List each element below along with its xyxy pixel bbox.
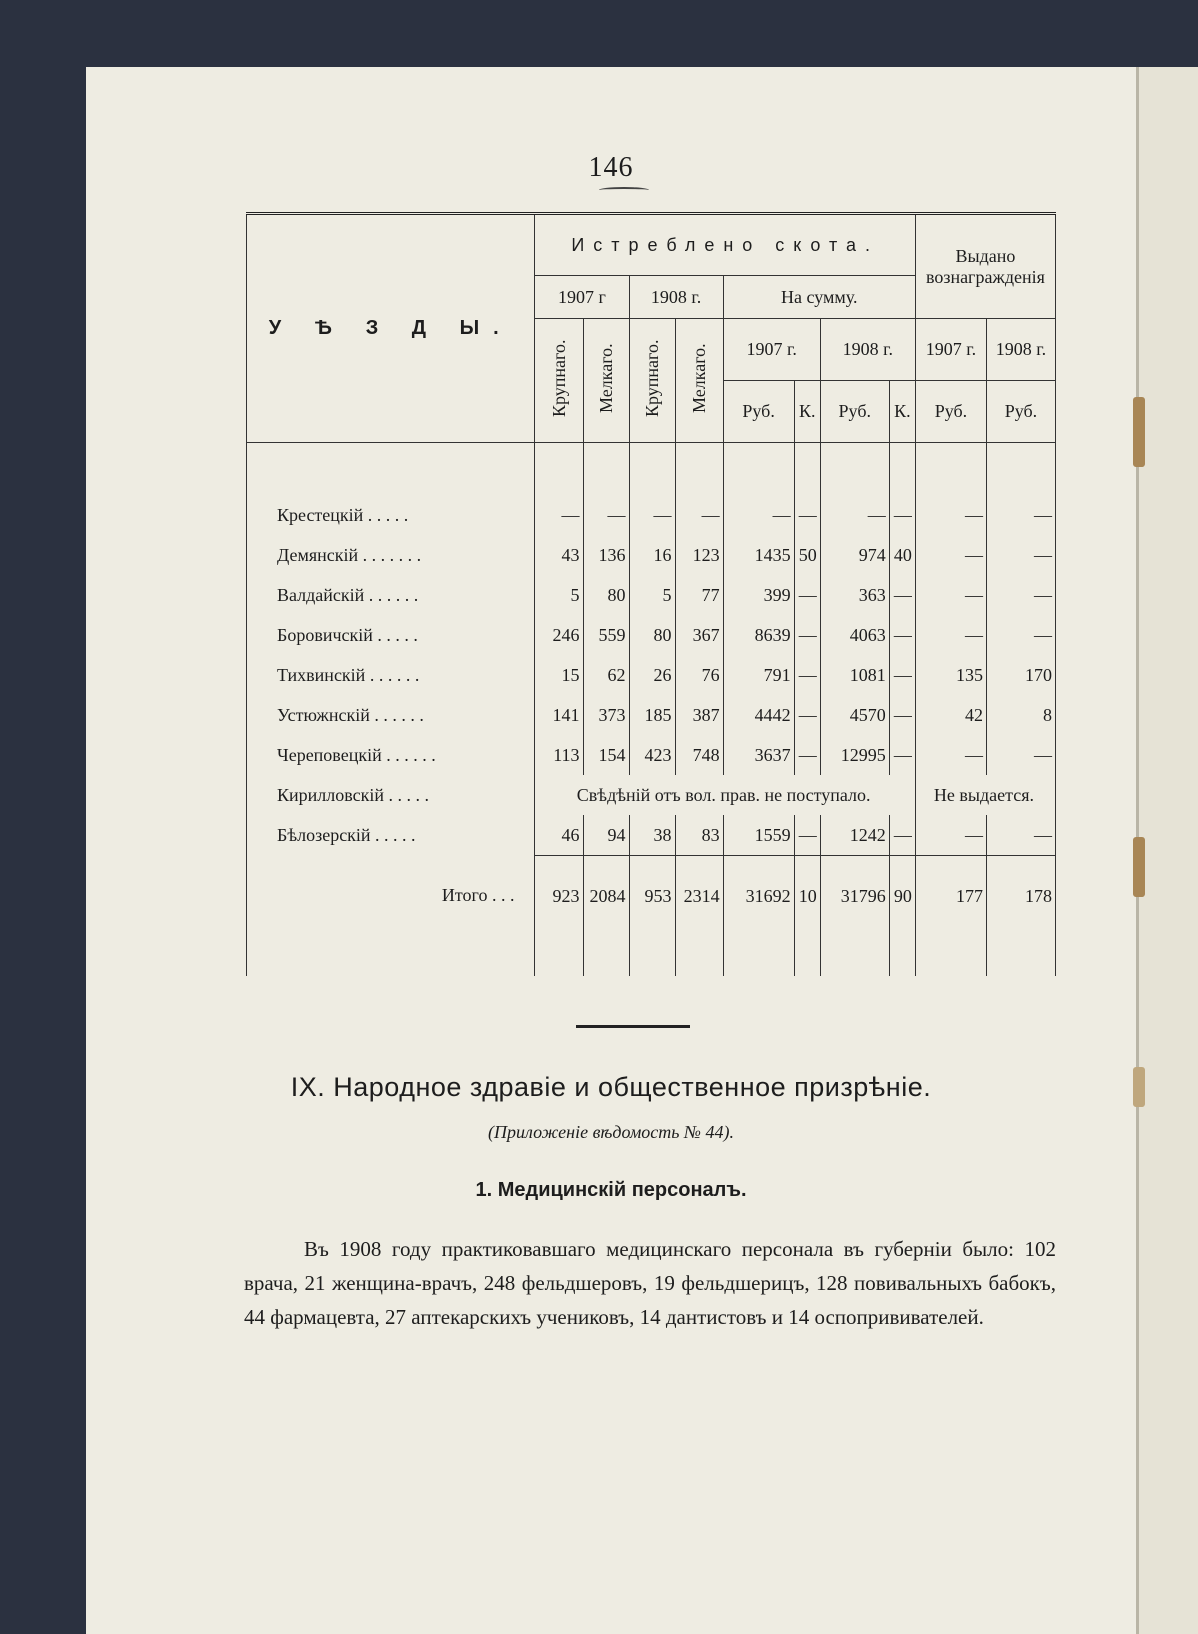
header-rub: Руб. — [723, 381, 794, 443]
no-info-note: Свѣдѣній отъ вол. прав. не поступало. — [535, 775, 915, 815]
table-cell: — — [794, 575, 820, 615]
table-cell: 123 — [675, 535, 723, 575]
table-row — [247, 856, 1056, 937]
table-cell: — — [583, 495, 629, 535]
table-cell: — — [915, 495, 986, 535]
header-krupnago-1907: Крупнаго. — [535, 319, 583, 443]
binding-clip — [1133, 837, 1145, 897]
table-row — [247, 615, 1056, 655]
table-cell: 43 — [535, 535, 583, 575]
district-name: Череповецкій . . . . . . — [247, 735, 535, 775]
table-cell: 4570 — [820, 695, 889, 735]
header-sum-1908: 1908 г. — [820, 319, 915, 381]
table-cell: 83 — [675, 815, 723, 856]
district-name: Кирилловскій . . . . . — [247, 775, 535, 815]
table-cell: 50 — [794, 535, 820, 575]
table-cell: — — [986, 575, 1055, 615]
table-cell: 10 — [794, 856, 820, 937]
table-cell: 40 — [889, 535, 915, 575]
book-page — [86, 67, 1136, 1634]
table-cell: 373 — [583, 695, 629, 735]
district-name: Демянскій . . . . . . . — [247, 535, 535, 575]
table-row — [247, 775, 1056, 815]
table-cell: 387 — [675, 695, 723, 735]
binding-clip — [1133, 1067, 1145, 1107]
table-cell: — — [794, 735, 820, 775]
table-cell: — — [794, 655, 820, 695]
table-cell: 80 — [583, 575, 629, 615]
table-row — [247, 495, 1056, 535]
table-cell: 5 — [629, 575, 675, 615]
section-subtitle: (Приложеніе вѣдомость № 44). — [488, 1122, 734, 1142]
livestock-table — [246, 212, 1056, 976]
table-cell: 80 — [629, 615, 675, 655]
table-cell: — — [889, 815, 915, 856]
table-cell: 154 — [583, 735, 629, 775]
table-cell: — — [889, 495, 915, 535]
header-uezdy: У Ѣ З Д Ы. — [247, 214, 535, 443]
table-cell: — — [915, 615, 986, 655]
table-cell: — — [986, 615, 1055, 655]
book-spine — [1136, 67, 1198, 1634]
header-sum: На сумму. — [723, 276, 915, 319]
table-cell: 77 — [675, 575, 723, 615]
district-name: Тихвинскій . . . . . . — [247, 655, 535, 695]
body-paragraph: Въ 1908 году практиковавшаго медицинскаго персонала въ губерніи было: 102 врача, 21 женщина-врачъ, 248 фельдшеровъ, 19 фельдшерицъ, 128 повивальныхъ бабокъ, 44 фармацевта, 27 аптекарскихъ учениковъ, 14 дантистовъ и 14 оспопрививателей. — [244, 1237, 1056, 1329]
header-melkago-1907: Мелкаго. — [583, 319, 629, 443]
table-cell: — — [915, 815, 986, 856]
page-number: 146 — [588, 152, 634, 183]
table-cell: 31692 — [723, 856, 794, 937]
table-cell: — — [820, 495, 889, 535]
table-cell: 923 — [535, 856, 583, 937]
table-cell: — — [535, 495, 583, 535]
table-cell: — — [675, 495, 723, 535]
table-cell: 3637 — [723, 735, 794, 775]
table-cell: 135 — [915, 655, 986, 695]
table-row — [247, 815, 1056, 856]
table-cell: 1435 — [723, 535, 794, 575]
subsection-title: 1. Медицинскій персоналъ. — [475, 1179, 747, 1201]
table-cell: 559 — [583, 615, 629, 655]
table-cell: — — [915, 535, 986, 575]
table-cell: 15 — [535, 655, 583, 695]
table-cell: — — [889, 615, 915, 655]
header-rub: Руб. — [986, 381, 1055, 443]
header-reward-1907: 1907 г. — [915, 319, 986, 381]
table-row — [247, 735, 1056, 775]
table-cell: 31796 — [820, 856, 889, 937]
table-cell: 2314 — [675, 856, 723, 937]
table-cell: 177 — [915, 856, 986, 937]
header-rub: Руб. — [915, 381, 986, 443]
header-1908: 1908 г. — [629, 276, 723, 319]
header-destroyed-livestock: Истреблено скота. — [535, 214, 915, 276]
table-cell: — — [889, 575, 915, 615]
page-number-ornament — [599, 187, 649, 193]
table-cell: 170 — [986, 655, 1055, 695]
table-cell: 76 — [675, 655, 723, 695]
table-cell: 12995 — [820, 735, 889, 775]
table-cell: 953 — [629, 856, 675, 937]
table-row — [247, 695, 1056, 735]
table-cell: — — [986, 735, 1055, 775]
header-kop: К. — [889, 381, 915, 443]
binding-clip — [1133, 397, 1145, 467]
table-cell: 974 — [820, 535, 889, 575]
table-cell: 8 — [986, 695, 1055, 735]
table-cell: — — [986, 535, 1055, 575]
table-cell: 90 — [889, 856, 915, 937]
table-cell: 791 — [723, 655, 794, 695]
table-row — [247, 575, 1056, 615]
table-cell: 1081 — [820, 655, 889, 695]
table-cell: — — [723, 495, 794, 535]
section-divider — [576, 1025, 690, 1028]
table-cell: 1559 — [723, 815, 794, 856]
district-name: Бѣлозерскій . . . . . — [247, 815, 535, 856]
table-cell: — — [889, 735, 915, 775]
table-cell: — — [794, 695, 820, 735]
not-issued-note: Не выдается. — [915, 775, 1055, 815]
header-reward: Выдано вознагражденія — [915, 214, 1055, 319]
table-cell: — — [794, 495, 820, 535]
table-cell: 363 — [820, 575, 889, 615]
table-cell: 423 — [629, 735, 675, 775]
header-melkago-1908: Мелкаго. — [675, 319, 723, 443]
table-cell: 141 — [535, 695, 583, 735]
table-cell: — — [629, 495, 675, 535]
table-cell: 5 — [535, 575, 583, 615]
table-cell: — — [794, 815, 820, 856]
header-krupnago-1908: Крупнаго. — [629, 319, 675, 443]
table-cell: 367 — [675, 615, 723, 655]
table-cell: 178 — [986, 856, 1055, 937]
table-cell: — — [794, 615, 820, 655]
table-cell: 8639 — [723, 615, 794, 655]
table-cell: — — [889, 655, 915, 695]
table-cell: 4063 — [820, 615, 889, 655]
table-cell: 42 — [915, 695, 986, 735]
table-cell: 4442 — [723, 695, 794, 735]
district-name: Крестецкій . . . . . — [247, 495, 535, 535]
table-cell: 38 — [629, 815, 675, 856]
table-cell: 2084 — [583, 856, 629, 937]
table-cell: 113 — [535, 735, 583, 775]
header-1907: 1907 г — [535, 276, 629, 319]
district-name: Итого . . . — [247, 856, 535, 937]
table-cell: 16 — [629, 535, 675, 575]
district-name: Устюжнскій . . . . . . — [247, 695, 535, 735]
table-cell: 46 — [535, 815, 583, 856]
table-row — [247, 535, 1056, 575]
table-cell: 136 — [583, 535, 629, 575]
table-cell: 94 — [583, 815, 629, 856]
header-kop: К. — [794, 381, 820, 443]
table-cell: 748 — [675, 735, 723, 775]
table-cell: 399 — [723, 575, 794, 615]
table-cell: — — [889, 695, 915, 735]
district-name: Валдайскій . . . . . . — [247, 575, 535, 615]
table-row — [247, 655, 1056, 695]
header-sum-1907: 1907 г. — [723, 319, 820, 381]
table-cell: 26 — [629, 655, 675, 695]
header-reward-1908: 1908 г. — [986, 319, 1055, 381]
table-cell: 185 — [629, 695, 675, 735]
district-name: Боровичскій . . . . . — [247, 615, 535, 655]
table-cell: — — [915, 735, 986, 775]
table-cell: 246 — [535, 615, 583, 655]
table-cell: 62 — [583, 655, 629, 695]
table-cell: — — [986, 495, 1055, 535]
section-title: IX. Народное здравіе и общественное призрѣніе. — [290, 1072, 932, 1102]
table-cell: 1242 — [820, 815, 889, 856]
table-cell: — — [986, 815, 1055, 856]
table-cell: — — [915, 575, 986, 615]
header-rub: Руб. — [820, 381, 889, 443]
